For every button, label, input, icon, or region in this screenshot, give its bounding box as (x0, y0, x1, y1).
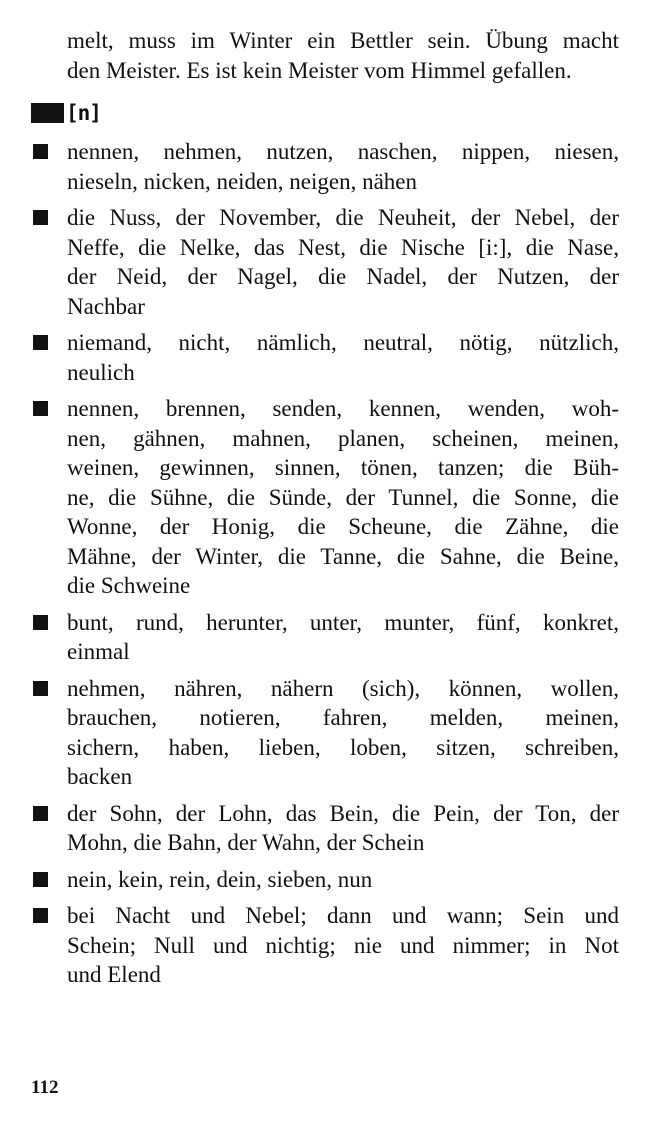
square-bullet-icon (33, 615, 48, 630)
list-item-text (67, 799, 619, 858)
text-line: ne, die Sühne, die Sünde, der Tunnel, die Sonne, die (67, 484, 619, 510)
text-line: nein, kein, rein, dein, sieben, nun (67, 866, 373, 892)
list-item (0, 674, 649, 792)
square-bullet-icon (33, 806, 48, 821)
list-item-text (67, 137, 619, 196)
square-bullet-icon (33, 401, 48, 416)
square-bullet-icon (33, 335, 48, 350)
text-line: nen, gähnen, mahnen, planen, scheinen, meinen, (67, 425, 619, 451)
text-line: Mähne, der Winter, die Tanne, die Sahne, die Beine, (67, 543, 619, 569)
text-line: bei Nacht und Nebel; dann und wann; Sein und (67, 903, 619, 928)
list-item (0, 328, 649, 387)
list-item (0, 865, 649, 895)
text-line: den Meister. Es ist kein Meister vom Himmel gefallen. (67, 57, 572, 83)
text-line: neulich (67, 359, 135, 385)
text-line: nehmen, nähren, nähern (sich), können, wollen, (67, 675, 619, 701)
text-line: sichern, haben, lieben, loben, sitzen, schreiben, (67, 734, 619, 760)
list-item (0, 799, 649, 858)
list-item-text (67, 203, 619, 321)
text-line: Schein; Null und nichtig; nie und nimmer; in Not (67, 932, 619, 958)
list-item (0, 137, 649, 196)
section-heading-label: [n] (66, 101, 101, 125)
section-heading (31, 98, 101, 128)
square-bullet-icon (33, 872, 48, 887)
exercise-list (0, 137, 649, 997)
text-line: nieseln, nicken, neiden, neigen, nähen (67, 168, 417, 194)
text-line: Neffe, die Nelke, das Nest, die Nische [i:], die Nase, (67, 234, 619, 260)
text-line: nennen, brennen, senden, kennen, wenden, woh- (67, 396, 619, 421)
intro-paragraph (67, 26, 619, 85)
heading-block-icon (31, 103, 64, 123)
text-line: die Nuss, der November, die Neuheit, der Nebel, der (67, 205, 619, 230)
list-item (0, 203, 649, 321)
text-line: der Sohn, der Lohn, das Bein, die Pein, der Ton, der (67, 800, 619, 826)
list-item-text (67, 901, 619, 990)
square-bullet-icon (33, 681, 48, 696)
text-line: bunt, rund, herunter, unter, munter, fünf, konkret, (67, 609, 619, 635)
text-line: niemand, nicht, nämlich, neutral, nötig, nützlich, (67, 330, 619, 355)
list-item-text (67, 328, 619, 387)
square-bullet-icon (33, 210, 48, 225)
text-line: backen (67, 764, 133, 789)
list-item-text (67, 608, 619, 667)
list-item-text (67, 865, 619, 895)
square-bullet-icon (33, 144, 48, 159)
square-bullet-icon (33, 908, 48, 923)
list-item (0, 901, 649, 990)
text-line: melt, muss im Winter ein Bettler sein. Übung macht (67, 28, 619, 53)
text-line: Mohn, die Bahn, der Wahn, der Schein (67, 830, 425, 855)
text-line: Nachbar (67, 293, 145, 319)
text-line: weinen, gewinnen, sinnen, tönen, tanzen; die Büh- (67, 455, 619, 480)
text-line: nennen, nehmen, nutzen, naschen, nippen, niesen, (67, 139, 619, 164)
text-line: und Elend (67, 962, 161, 987)
text-line: die Schweine (67, 573, 191, 598)
text-line: Wonne, der Honig, die Scheune, die Zähne, die (67, 514, 619, 539)
text-line: brauchen, notieren, fahren, melden, meinen, (67, 705, 619, 730)
list-item-text (67, 394, 619, 601)
text-line: der Neid, der Nagel, die Nadel, der Nutzen, der (67, 264, 619, 289)
text-line: einmal (67, 639, 130, 664)
list-item (0, 608, 649, 667)
list-item (0, 394, 649, 601)
list-item-text (67, 674, 619, 792)
page-number: 112 (31, 1077, 59, 1098)
